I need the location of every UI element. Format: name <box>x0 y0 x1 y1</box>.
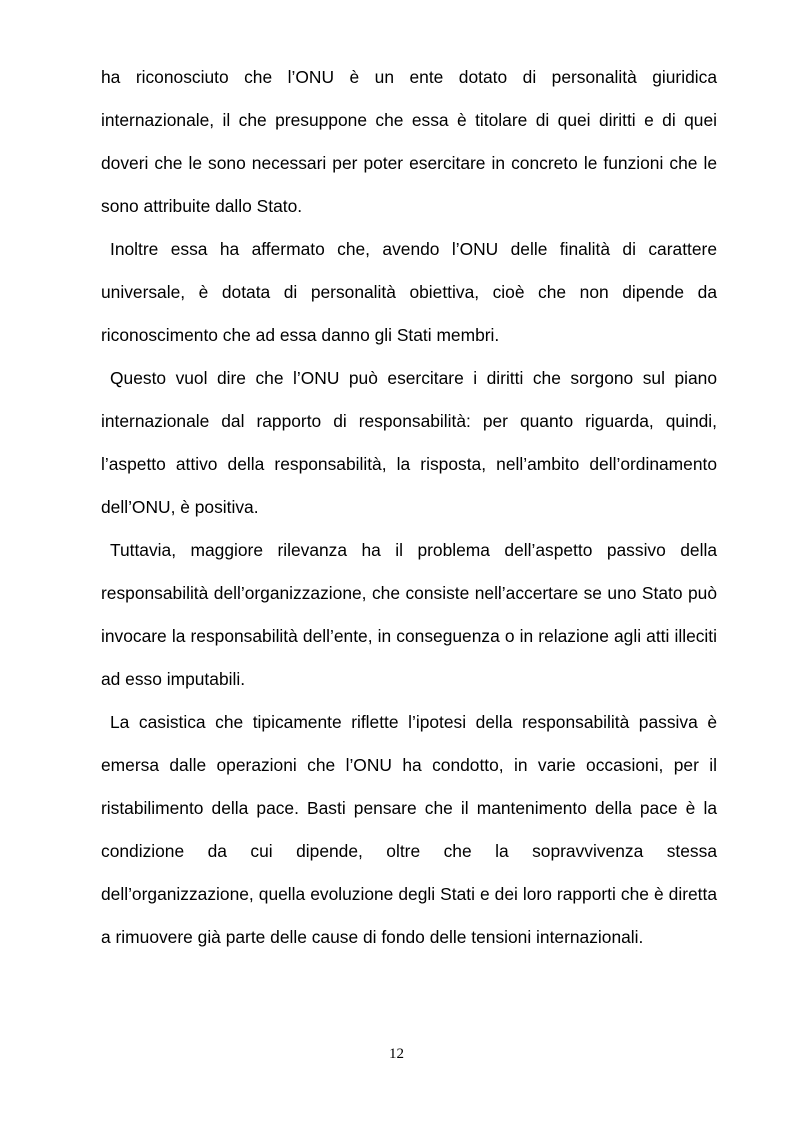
paragraph-passive-responsibility: Tuttavia, maggiore rilevanza ha il problema dell’aspetto passivo della responsabilità dell’organizzazione, che consiste nell’accertare se uno Stato può invocare la responsabilità dell’ente, in conseguenza o in relazione agli atti illeciti ad esso imputabili. <box>101 540 717 689</box>
body-text <box>101 56 717 959</box>
page-number: 12 <box>389 1046 404 1062</box>
paragraph-continuation: ha riconosciuto che l’ONU è un ente dotato di personalità giuridica internazionale, il che presuppone che essa è titolare di quei diritti e di quei doveri che le sono necessari per poter esercitare in concreto le funzioni che le sono attribuite dallo Stato. <box>101 67 717 216</box>
paragraph-objective-personality: Inoltre essa ha affermato che, avendo l’ONU delle finalità di carattere universale, è dotata di personalità obiettiva, cioè che non dipende da riconoscimento che ad essa danno gli Stati membri. <box>101 239 717 345</box>
paragraph-active-responsibility: Questo vuol dire che l’ONU può esercitare i diritti che sorgono sul piano internazionale dal rapporto di responsabilità: per quanto riguarda, quindi, l’aspetto attivo della responsabilità, la risposta, nell’ambito dell’ordinamento dell’ONU, è positiva. <box>101 368 717 517</box>
paragraph-peacekeeping-cases: La casistica che tipicamente riflette l’ipotesi della responsabilità passiva è emersa dalle operazioni che l’ONU ha condotto, in varie occasioni, per il ristabilimento della pace. Basti pensare che il mantenimento della pace è la condizione da cui dipende, oltre che la sopravvivenza stessa dell’organizzazione, quella evoluzione degli Stati e dei loro rapporti che è diretta a rimuovere già parte delle cause di fondo delle tensioni internazionali. <box>101 712 717 947</box>
